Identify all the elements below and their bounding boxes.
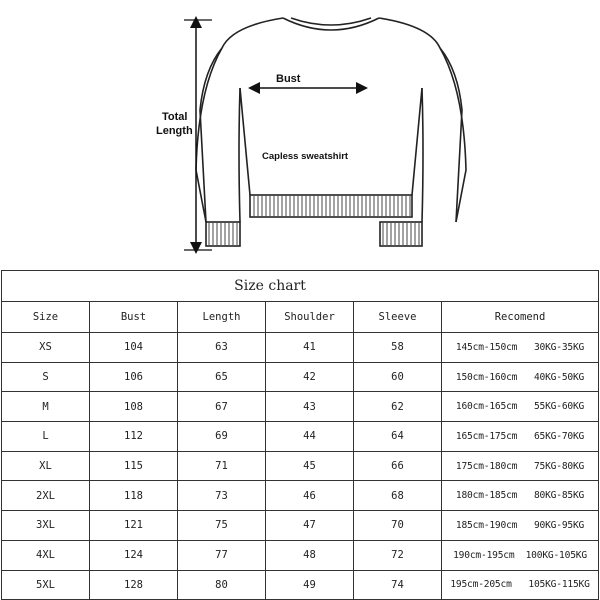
- length-cell: 77: [178, 540, 266, 570]
- bust-cell: 104: [90, 333, 178, 363]
- recommend-cell: 175cm-180cm 75KG-80KG: [442, 451, 599, 481]
- bust-label: Bust: [276, 73, 301, 85]
- table-row: [2, 481, 599, 511]
- recommend-cell: 185cm-190cm 90KG-95KG: [442, 511, 599, 541]
- shoulder-cell: 44: [266, 422, 354, 452]
- header-recommend: Recomend: [442, 302, 599, 333]
- length-cell: 63: [178, 333, 266, 363]
- header-bust: Bust: [90, 302, 178, 333]
- header-shoulder: Shoulder: [266, 302, 354, 333]
- size-cell: 4XL: [2, 540, 90, 570]
- recommend-cell: 150cm-160cm 40KG-50KG: [442, 362, 599, 392]
- recommend-cell: 145cm-150cm 30KG-35KG: [442, 333, 599, 363]
- length-cell: 73: [178, 481, 266, 511]
- size-cell: XS: [2, 333, 90, 363]
- table-row: [2, 540, 599, 570]
- length-cell: 65: [178, 362, 266, 392]
- shoulder-cell: 49: [266, 570, 354, 600]
- header-size: Size: [2, 302, 90, 333]
- size-cell: S: [2, 362, 90, 392]
- size-chart-title: Size chart: [2, 271, 599, 302]
- size-cell: 2XL: [2, 481, 90, 511]
- length-cell: 80: [178, 570, 266, 600]
- shoulder-cell: 41: [266, 333, 354, 363]
- sleeve-cell: 64: [354, 422, 442, 452]
- header-sleeve: Sleeve: [354, 302, 442, 333]
- table-body: [2, 333, 599, 600]
- table-row: [2, 451, 599, 481]
- sleeve-cell: 70: [354, 511, 442, 541]
- sleeve-cell: 60: [354, 362, 442, 392]
- length-cell: 71: [178, 451, 266, 481]
- garment-label: Capless sweatshirt: [262, 151, 349, 162]
- size-cell: 3XL: [2, 511, 90, 541]
- length-cell: 67: [178, 392, 266, 422]
- header-length: Length: [178, 302, 266, 333]
- bust-cell: 118: [90, 481, 178, 511]
- bust-cell: 124: [90, 540, 178, 570]
- size-cell: XL: [2, 451, 90, 481]
- total-length-label-line2: Length: [156, 125, 193, 137]
- size-cell: 5XL: [2, 570, 90, 600]
- recommend-cell: 165cm-175cm 65KG-70KG: [442, 422, 599, 452]
- size-chart-table: [1, 270, 599, 600]
- sleeve-cell: 62: [354, 392, 442, 422]
- bust-cell: 128: [90, 570, 178, 600]
- recommend-cell: 160cm-165cm 55KG-60KG: [442, 392, 599, 422]
- table-row: [2, 333, 599, 363]
- bust-cell: 106: [90, 362, 178, 392]
- recommend-cell: 180cm-185cm 80KG-85KG: [442, 481, 599, 511]
- sleeve-cell: 72: [354, 540, 442, 570]
- table-row: [2, 570, 599, 600]
- table-row: [2, 392, 599, 422]
- shoulder-cell: 47: [266, 511, 354, 541]
- recommend-cell: 195cm-205cm 105KG-115KG: [442, 570, 599, 600]
- sweatshirt-outline: [196, 18, 466, 246]
- sweatshirt-diagram: [0, 0, 600, 268]
- shoulder-cell: 45: [266, 451, 354, 481]
- bust-cell: 112: [90, 422, 178, 452]
- table-row: [2, 422, 599, 452]
- shoulder-cell: 43: [266, 392, 354, 422]
- shoulder-cell: 46: [266, 481, 354, 511]
- sleeve-cell: 74: [354, 570, 442, 600]
- bust-cell: 115: [90, 451, 178, 481]
- sleeve-cell: 68: [354, 481, 442, 511]
- total-length-label-line1: Total: [162, 111, 188, 123]
- bust-cell: 121: [90, 511, 178, 541]
- sleeve-cell: 58: [354, 333, 442, 363]
- sleeve-cell: 66: [354, 451, 442, 481]
- table-row: [2, 362, 599, 392]
- size-cell: M: [2, 392, 90, 422]
- bust-cell: 108: [90, 392, 178, 422]
- size-cell: L: [2, 422, 90, 452]
- table-row: [2, 511, 599, 541]
- recommend-cell: 190cm-195cm 100KG-105KG: [442, 540, 599, 570]
- shoulder-cell: 48: [266, 540, 354, 570]
- shoulder-cell: 42: [266, 362, 354, 392]
- length-cell: 69: [178, 422, 266, 452]
- length-cell: 75: [178, 511, 266, 541]
- table-header-row: [2, 302, 599, 333]
